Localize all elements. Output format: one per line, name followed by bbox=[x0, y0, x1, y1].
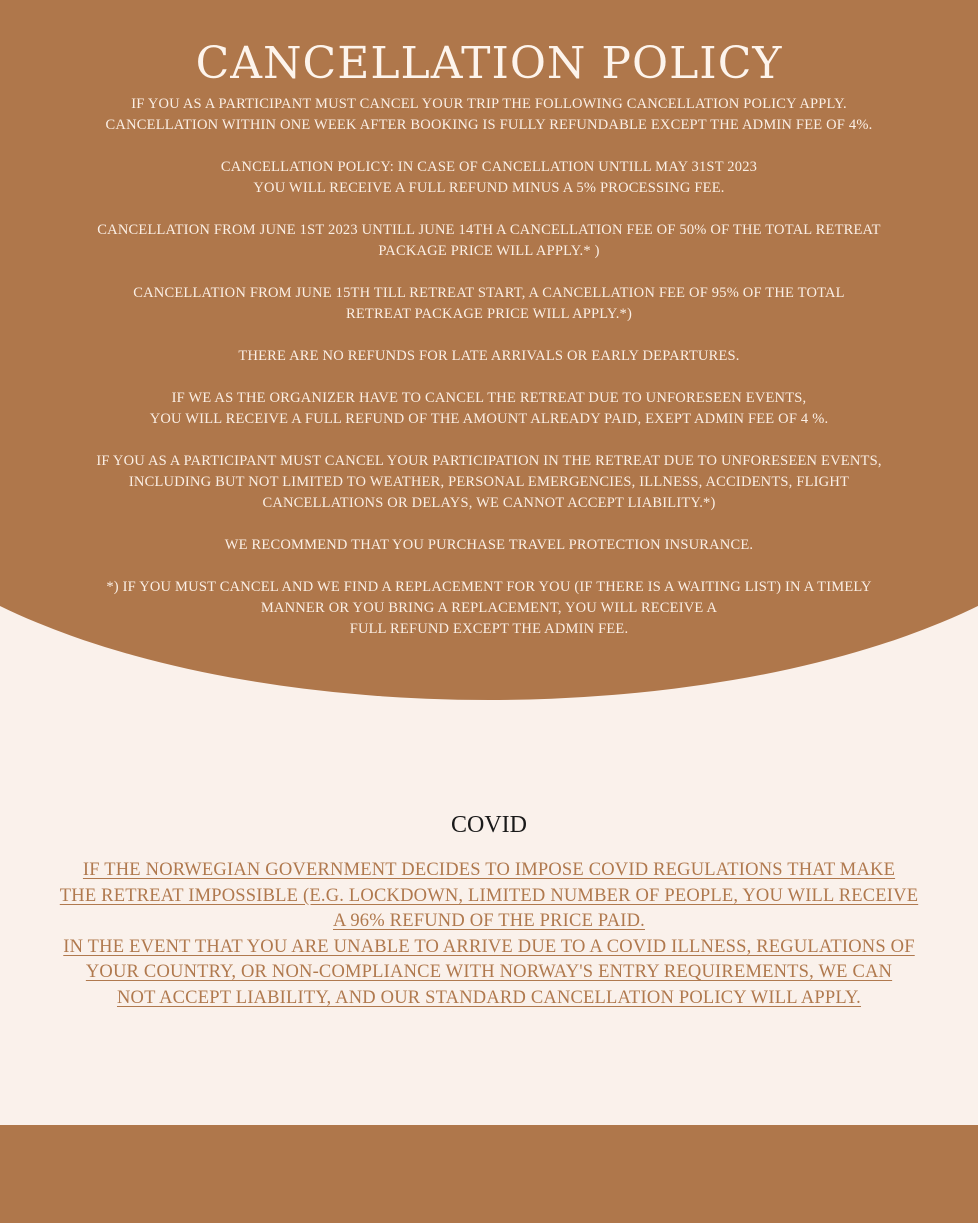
covid-line: THE RETREAT IMPOSSIBLE (E.G. LOCKDOWN, LIMITED NUMBER OF PEOPLE, YOU WILL RECEIVE bbox=[59, 885, 919, 906]
covid-section bbox=[0, 810, 978, 1011]
covid-text bbox=[0, 858, 978, 1011]
policy-line: CANCELLATION POLICY: IN CASE OF CANCELLATION UNTILL MAY 31ST 2023 bbox=[220, 159, 758, 175]
policy-paragraph bbox=[40, 157, 938, 199]
covid-line: IN THE EVENT THAT YOU ARE UNABLE TO ARRIVE DUE TO A COVID ILLNESS, REGULATIONS OF bbox=[63, 936, 915, 957]
policy-line: PACKAGE PRICE WILL APPLY.* ) bbox=[378, 243, 600, 259]
policy-line: CANCELLATIONS OR DELAYS, WE CANNOT ACCEPT LIABILITY.*) bbox=[262, 495, 716, 511]
policy-body bbox=[0, 94, 978, 640]
policy-line: YOU WILL RECEIVE A FULL REFUND OF THE AMOUNT ALREADY PAID, EXEPT ADMIN FEE OF 4 %. bbox=[149, 411, 829, 427]
policy-paragraph bbox=[40, 220, 938, 262]
policy-line: RETREAT PACKAGE PRICE WILL APPLY.*) bbox=[345, 306, 633, 322]
covid-title: COVID bbox=[451, 812, 527, 838]
policy-paragraph bbox=[40, 451, 938, 514]
policy-line: CANCELLATION FROM JUNE 1ST 2023 UNTILL JUNE 14TH A CANCELLATION FEE OF 50% OF THE TOTAL RETREAT bbox=[97, 222, 881, 238]
policy-line: WE RECOMMEND THAT YOU PURCHASE TRAVEL PROTECTION INSURANCE. bbox=[224, 537, 754, 553]
policy-paragraph bbox=[40, 94, 938, 136]
covid-line: A 96% REFUND OF THE PRICE PAID. bbox=[332, 911, 645, 931]
policy-line: IF WE AS THE ORGANIZER HAVE TO CANCEL THE RETREAT DUE TO UNFORESEEN EVENTS, bbox=[171, 390, 807, 406]
policy-line: YOU WILL RECEIVE A FULL REFUND MINUS A 5% PROCESSING FEE. bbox=[253, 180, 725, 196]
policy-line: MANNER OR YOU BRING A REPLACEMENT, YOU WILL RECEIVE A bbox=[260, 600, 718, 616]
covid-line: NOT ACCEPT LIABILITY, AND OUR STANDARD CANCELLATION POLICY WILL APPLY. bbox=[116, 987, 862, 1008]
policy-paragraph bbox=[40, 388, 938, 430]
policy-paragraph bbox=[40, 283, 938, 325]
policy-line: CANCELLATION FROM JUNE 15TH TILL RETREAT START, A CANCELLATION FEE OF 95% OF THE TOTAL bbox=[133, 285, 845, 301]
footer-band bbox=[0, 1125, 978, 1223]
policy-line: *) IF YOU MUST CANCEL AND WE FIND A REPLACEMENT FOR YOU (IF THERE IS A WAITING LIST) IN A TIMELY bbox=[106, 579, 872, 595]
policy-line: INCLUDING BUT NOT LIMITED TO WEATHER, PERSONAL EMERGENCIES, ILLNESS, ACCIDENTS, FLIGHT bbox=[128, 474, 850, 490]
covid-line: YOUR COUNTRY, OR NON-COMPLIANCE WITH NORWAY'S ENTRY REQUIREMENTS, WE CAN bbox=[85, 962, 893, 982]
policy-line: IF YOU AS A PARTICIPANT MUST CANCEL YOUR TRIP THE FOLLOWING CANCELLATION POLICY APPLY. bbox=[131, 96, 847, 112]
page-title: CANCELLATION POLICY bbox=[195, 38, 783, 89]
policy-paragraph bbox=[40, 346, 938, 367]
policy-line: FULL REFUND EXCEPT THE ADMIN FEE. bbox=[349, 621, 629, 637]
covid-line: IF THE NORWEGIAN GOVERNMENT DECIDES TO IMPOSE COVID REGULATIONS THAT MAKE bbox=[82, 860, 896, 880]
policy-line: CANCELLATION WITHIN ONE WEEK AFTER BOOKING IS FULLY REFUNDABLE EXCEPT THE ADMIN FEE OF 4%. bbox=[105, 117, 873, 133]
policy-paragraph bbox=[40, 577, 938, 640]
policy-paragraph bbox=[40, 535, 938, 556]
policy-line: IF YOU AS A PARTICIPANT MUST CANCEL YOUR PARTICIPATION IN THE RETREAT DUE TO UNFORESEEN EVENTS, bbox=[96, 453, 882, 469]
policy-line: THERE ARE NO REFUNDS FOR LATE ARRIVALS OR EARLY DEPARTURES. bbox=[238, 348, 740, 364]
